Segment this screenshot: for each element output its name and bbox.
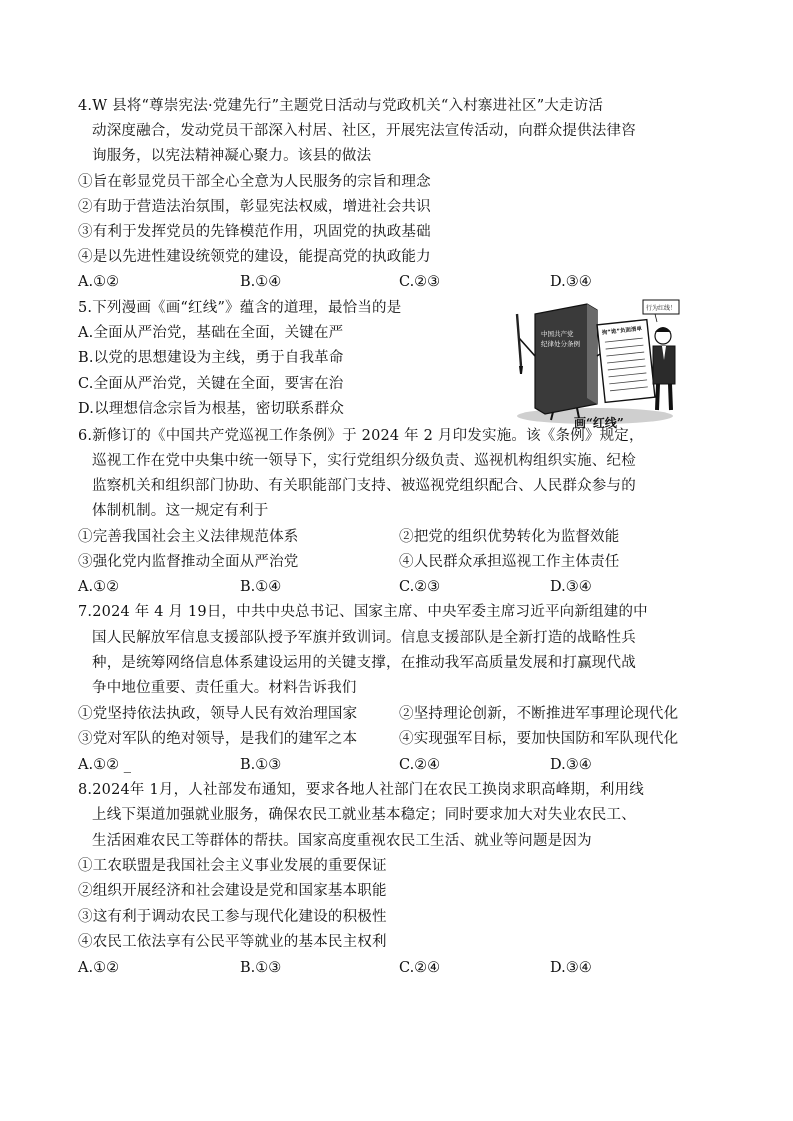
q7-option-c: C.②④ — [399, 757, 441, 773]
q7-option-a: A.①② _ — [78, 757, 131, 773]
q7-stem-line-1: 7.2024 年 4 月 19日，中共中央总书记、国家主席、中央军委主席习近平向新组建的中 — [78, 604, 648, 620]
q6-item-1: ①完善我国社会主义法律规范体系 — [78, 529, 299, 545]
q4-option-d: D.③④ — [550, 274, 592, 290]
q8-option-d: D.③④ — [550, 960, 592, 976]
q7-stem-line-4: 争中地位重要、责任重大。材料告诉我们 — [92, 680, 357, 696]
q6-option-d: D.③④ — [550, 579, 592, 595]
q7-item-3: ③党对军队的绝对领导，是我们的建军之本 — [78, 731, 358, 747]
q6-option-b: B.①④ — [240, 579, 282, 595]
q6-stem-line-3: 监察机关和组织部门协助、有关职能部门支持、被巡视党组织配合、人民群众参与的 — [92, 478, 636, 494]
q8-item-3: ③这有利于调动农民工参与现代化建设的积极性 — [78, 909, 387, 925]
q4-stem-line-3: 询服务，以宪法精神凝心聚力。该县的做法 — [92, 148, 372, 164]
q8-stem-line-2: 上线下渠道加强就业服务，确保农民工就业基本稳定；同时要求加大对失业农民工、 — [92, 807, 636, 823]
q4-item-4: ④是以先进性建设统领党的建设，能提高党的执政能力 — [78, 249, 431, 265]
q4-option-a: A.①② — [78, 274, 120, 290]
q8-option-b: B.①③ — [240, 960, 282, 976]
q7-item-1: ①党坚持依法执政，领导人民有效治理国家 — [78, 706, 358, 722]
warning-sign — [643, 300, 679, 322]
q5-option-b: B.以党的思想建设为主线，勇于自我革命 — [78, 350, 344, 366]
board-title: 拘“诡”负面清单 — [601, 326, 643, 337]
q4-option-b: B.①④ — [240, 274, 282, 290]
q7-option-b: B.①③ — [240, 757, 282, 773]
negative-list-board — [597, 320, 655, 403]
q5-option-c: C.全面从严治党，关键在全面，要害在治 — [78, 376, 344, 392]
q7-item-2: ②坚持理论创新，不断推进军事理论现代化 — [399, 706, 679, 722]
q6-item-4: ④人民群众承担巡视工作主体责任 — [399, 554, 620, 570]
q7-item-4: ④实现强军目标，要加快国防和军队现代化 — [399, 731, 679, 747]
q6-item-2: ②把党的组织优势转化为监督效能 — [399, 529, 620, 545]
q7-stem-line-2: 国人民解放军信息支援部队授予军旗并致训词。信息支援部队是全新打造的战略性兵 — [92, 630, 636, 646]
sign-text: 行为红线！ — [646, 305, 677, 312]
man-figure — [653, 327, 675, 410]
q8-item-2: ②组织开展经济和社会建设是党和国家基本职能 — [78, 883, 387, 899]
q8-option-c: C.②④ — [399, 960, 441, 976]
book-title-text: 中国共产党 纪律处分条例 — [541, 330, 580, 348]
q7-option-d: D.③④ — [550, 757, 592, 773]
q8-stem-line-3: 生活困难农民工等群体的帮扶。国家高度重视农民工生活、就业等问题是因为 — [92, 833, 592, 849]
q6-option-c: C.②③ — [399, 579, 441, 595]
q4-stem-line-1: 4.W 县将“尊崇宪法·党建先行”主题党日活动与党政机关“入村寨进社区”大走访活 — [78, 98, 604, 114]
q4-item-3: ③有利于发挥党员的先锋模范作用，巩固党的执政基础 — [78, 224, 431, 240]
q8-stem-line-1: 8.2024年 1月，人社部发布通知，要求各地人社部门在农民工换岗求职高峰期，利用线 — [78, 782, 644, 798]
q4-item-2: ②有助于营造法治氛围，彰显宪法权威，增进社会共识 — [78, 199, 431, 215]
q6-option-a: A.①② — [78, 579, 120, 595]
q8-option-a: A.①② — [78, 960, 120, 976]
q5-option-d: D.以理想信念宗旨为根基，密切联系群众 — [78, 401, 345, 417]
q8-item-1: ①工农联盟是我国社会主义事业发展的重要保证 — [78, 858, 387, 874]
cartoon-caption: 画“红线” — [574, 416, 624, 430]
q6-stem-line-4: 体制机制。这一规定有利于 — [92, 503, 269, 519]
q4-item-1: ①旨在彰显党员干部全心全意为人民服务的宗旨和理念 — [78, 174, 431, 190]
q8-item-4: ④农民工依法享有公民平等就业的基本民主权利 — [78, 934, 387, 950]
q7-stem-line-3: 种，是统筹网络信息体系建设运用的关键支撑，在推动我军高质量发展和打赢现代战 — [92, 655, 636, 671]
q6-item-3: ③强化党内监督推动全面从严治党 — [78, 554, 299, 570]
q5-stem: 5.下列漫画《画“红线”》蕴含的道理，最恰当的是 — [78, 300, 402, 316]
q5-option-a: A.全面从严治党，基础在全面，关键在严 — [78, 325, 344, 341]
q6-stem-line-2: 巡视工作在党中央集中统一领导下，实行党组织分级负责、巡视机构组织实施、纪检 — [92, 453, 636, 469]
q4-stem-line-2: 动深度融合，发动党员干部深入村居、社区，开展宪法宣传活动，向群众提供法律咨 — [92, 123, 636, 139]
rulebook-figure — [517, 304, 609, 420]
q6-stem-line-1: 6.新修订的《中国共产党巡视工作条例》于 2024 年 2 月印发实施。该《条例》规定， — [78, 428, 644, 444]
cartoon-illustration — [505, 296, 683, 428]
q4-option-c: C.②③ — [399, 274, 441, 290]
